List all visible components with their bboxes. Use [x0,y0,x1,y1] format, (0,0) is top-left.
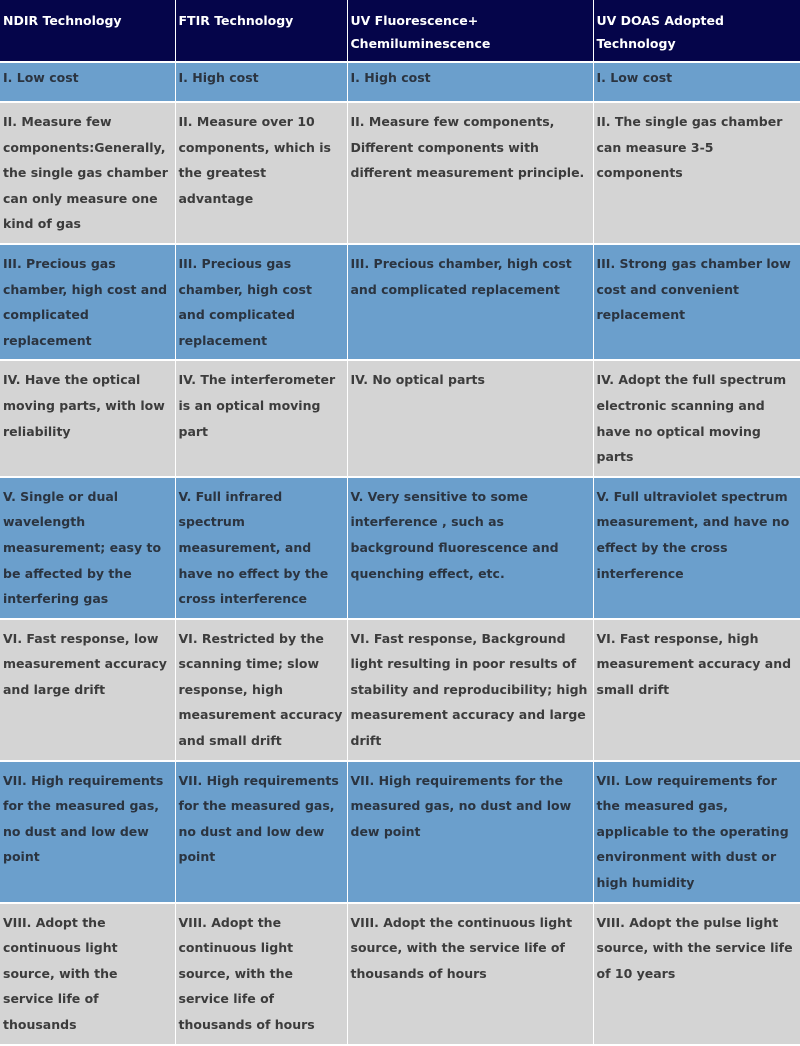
table-row [0,903,800,1045]
table-cell: I. High cost [347,62,593,102]
table-cell: V. Full ultraviolet spectrum measurement, and have no effect by the cross interference [593,477,800,619]
table-cell: IV. Adopt the full spectrum electronic scanning and have no optical moving parts [593,360,800,476]
table-cell: III. Precious chamber, high cost and complicated replacement [347,244,593,360]
table-cell: VII. Low requirements for the measured gas, applicable to the operating environment with dust or high humidity [593,761,800,903]
table-cell: VI. Restricted by the scanning time; slow response, high measurement accuracy and small drift [175,619,347,761]
table-cell: I. Low cost [0,62,175,102]
table-cell: III. Precious gas chamber, high cost and complicated replacement [175,244,347,360]
table-row [0,761,800,903]
header-ftir: FTIR Technology [175,0,347,62]
table-row [0,62,800,102]
table-cell: VIII. Adopt the continuous light source, with the service life of thousands of hours [347,903,593,1045]
table-cell: I. Low cost [593,62,800,102]
table-cell: VI. Fast response, low measurement accuracy and large drift [0,619,175,761]
table-cell: V. Single or dual wavelength measurement; easy to be affected by the interfering gas [0,477,175,619]
table-cell: III. Precious gas chamber, high cost and complicated replacement [0,244,175,360]
table-cell: III. Strong gas chamber low cost and convenient replacement [593,244,800,360]
table-cell: II. Measure few components, Different components with different measurement principle. [347,102,593,244]
table-cell: VI. Fast response, Background light resulting in poor results of stability and reproducibility; high measurement accuracy and large drift [347,619,593,761]
table-row [0,477,800,619]
table-cell: I. High cost [175,62,347,102]
table-cell: VII. High requirements for the measured gas, no dust and low dew point [347,761,593,903]
table-cell: II. Measure few components:Generally, the single gas chamber can only measure one kind of gas [0,102,175,244]
table-cell: VIII. Adopt the pulse light source, with the service life of 10 years [593,903,800,1045]
table-row [0,102,800,244]
table-cell: II. The single gas chamber can measure 3-5 components [593,102,800,244]
table-row [0,360,800,476]
header-row [0,0,800,62]
table-body [0,62,800,1045]
table-cell: V. Full infrared spectrum measurement, and have no effect by the cross interference [175,477,347,619]
header-uv-doas: UV DOAS Adopted Technology [593,0,800,62]
table-cell: VI. Fast response, high measurement accuracy and small drift [593,619,800,761]
table-cell: VIII. Adopt the continuous light source, with the service life of thousands of hours [175,903,347,1045]
table-cell: VIII. Adopt the continuous light source, with the service life of thousands [0,903,175,1045]
table-cell: VII. High requirements for the measured gas, no dust and low dew point [175,761,347,903]
table-row [0,244,800,360]
header-ndir: NDIR Technology [0,0,175,62]
table-cell: IV. Have the optical moving parts, with low reliability [0,360,175,476]
table-header [0,0,800,62]
table-cell: IV. The interferometer is an optical moving part [175,360,347,476]
table-cell: VII. High requirements for the measured gas, no dust and low dew point [0,761,175,903]
table-cell: V. Very sensitive to some interference , such as background fluorescence and quenching effect, etc. [347,477,593,619]
table-cell: IV. No optical parts [347,360,593,476]
header-uv-fluorescence: UV Fluorescence+ Chemiluminescence [347,0,593,62]
table-row [0,619,800,761]
table-cell: II. Measure over 10 components, which is the greatest advantage [175,102,347,244]
